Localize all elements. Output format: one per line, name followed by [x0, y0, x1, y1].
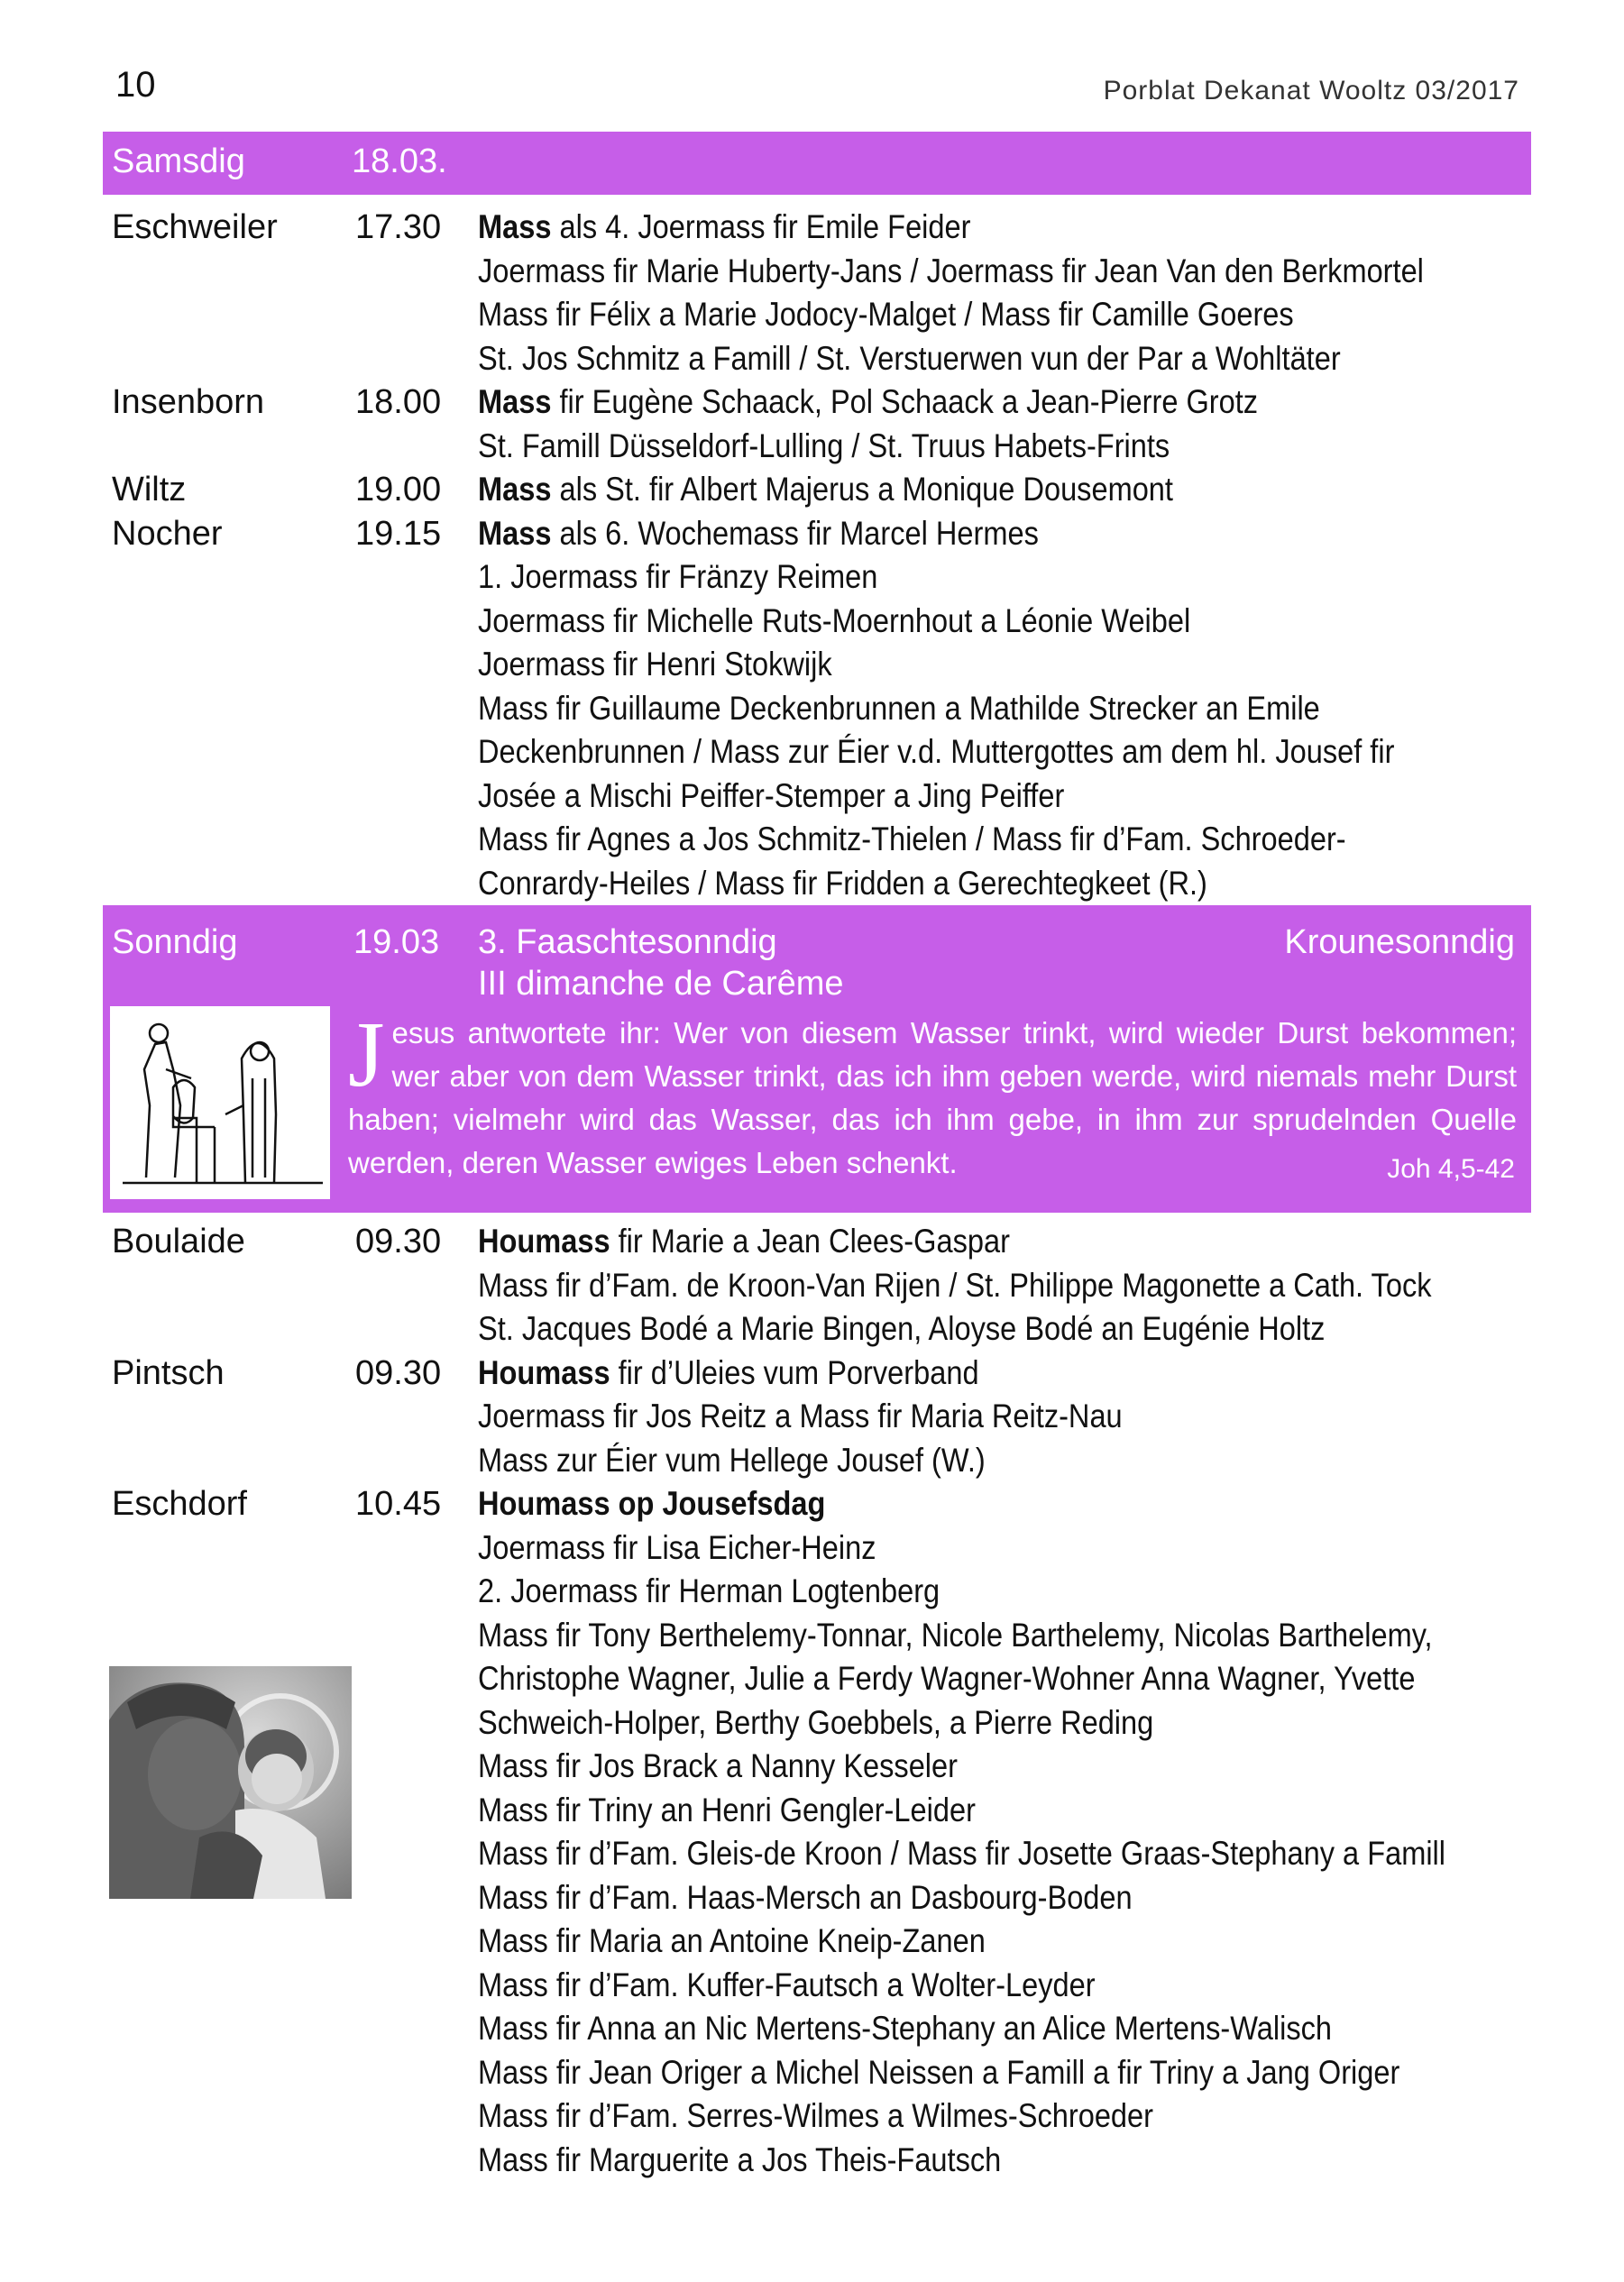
intention-line: Josée a Mischi Peiffer-Stemper a Jing Peiffer: [478, 776, 1065, 814]
gospel-quote: [348, 1003, 1517, 1185]
quote-text: esus antwortete ihr: Wer von diesem Wasser trinkt, wird wieder Durst bekommen; wer aber von dem Wasser trinkt, das ich ihm geben werde, wird niemals mehr Durst haben; vielmehr wird das Wasser, das ich ihm gebe, in ihm zur sprudelnden Quelle werden, deren Wasser ewiges Leben schenkt.: [348, 1016, 1517, 1179]
intention-line: 1. Joermass fir Fränzy Reimen: [478, 558, 878, 595]
intention-line: Mass fir Jean Origer a Michel Neissen a Famill a fir Triny a Jang Origer: [478, 2053, 1400, 2091]
intention-line: Joermass fir Henri Stokwijk: [478, 646, 832, 683]
intention-line: Mass fir Marguerite a Jos Theis-Fautsch: [478, 2140, 1002, 2178]
mass-time: 19.15: [355, 514, 442, 553]
day-label: Sonndig: [112, 923, 238, 961]
intention-line: Mass fir Maria an Antoine Kneip-Zanen: [478, 1922, 986, 1959]
date-label: 19.03: [353, 923, 440, 961]
page-number: 10: [115, 65, 156, 105]
location-name: Wiltz: [112, 471, 187, 509]
intention-line: Mass fir Guillaume Deckenbrunnen a Mathilde Strecker an Emile: [478, 689, 1320, 727]
intention-line: Mass fir Tony Berthelemy-Tonnar, Nicole Barthelemy, Nicolas Barthelemy,: [478, 1616, 1433, 1654]
mass-time: 19.00: [355, 471, 442, 509]
intention-line: 2. Joermass fir Herman Logtenberg: [478, 1572, 940, 1609]
location-name: Pintsch: [112, 1353, 225, 1392]
schedule-entry: [0, 1220, 1624, 1352]
intention-line: Mass fir d’Fam. Gleis-de Kroon / Mass fir Josette Graas-Stephany a Famill: [478, 1835, 1446, 1872]
intention-line: Joermass fir Jos Reitz a Mass fir Maria Reitz-Nau: [478, 1398, 1123, 1434]
intention-line: [478, 512, 1518, 556]
intention-line: Mass fir d’Fam. Serres-Wilmes a Wilmes-Schroeder: [478, 2097, 1154, 2134]
intention-line: Mass fir Félix a Marie Jodocy-Malget / Mass fir Camille Goeres: [478, 296, 1294, 333]
intention-line: Mass fir Agnes a Jos Schmitz-Thielen / Mass fir d’Fam. Schroeder-: [478, 820, 1346, 857]
intention-lines: [478, 468, 1518, 512]
intention-line: Mass fir Jos Brack a Nanny Kesseler: [478, 1747, 959, 1784]
mass-type: Houmass: [478, 1353, 610, 1391]
intention-line: Mass fir d’Fam. Kuffer-Fautsch a Wolter-Leyder: [478, 1966, 1096, 2003]
intention-line: Mass fir Triny an Henri Gengler-Leider: [478, 1791, 976, 1828]
intention-line: Christophe Wagner, Julie a Ferdy Wagner-Wohner Anna Wagner, Yvette: [478, 1660, 1416, 1697]
intention-line: Mass fir Anna an Nic Mertens-Stephany an Alice Mertens-Walisch: [478, 2010, 1333, 2047]
mass-type: Mass: [478, 471, 552, 508]
mass-time: 09.30: [355, 1353, 442, 1392]
well-drawing-icon: [110, 1006, 330, 1199]
intention-text: als 6. Wochemass fir Marcel Hermes: [551, 514, 1039, 552]
intention-lines: [478, 206, 1518, 380]
intention-line: [478, 1352, 1518, 1396]
intention-line: St. Famill Düsseldorf-Lulling / St. Truus Habets-Frints: [478, 426, 1170, 464]
bible-reference: Joh 4,5-42: [1387, 1154, 1515, 1184]
schedule-entry: [0, 380, 1624, 468]
intention-line: Conrardy-Heiles / Mass fir Fridden a Gerechtegkeet (R.): [478, 864, 1207, 902]
intention-lines: [478, 1482, 1518, 2182]
saint-joseph-icon: [109, 1666, 352, 1899]
saint-joseph-with-child-image: [109, 1666, 352, 1899]
location-name: Nocher: [112, 514, 223, 553]
saturday-header-bar: [103, 132, 1531, 195]
mass-type: Houmass: [478, 1223, 610, 1260]
intention-line: Joermass fir Marie Huberty-Jans / Joermass fir Jean Van den Berkmortel: [478, 252, 1424, 289]
mass-type: Mass: [478, 383, 552, 420]
intention-text: fir Marie a Jean Clees-Gaspar: [610, 1223, 1010, 1260]
location-name: Eschdorf: [112, 1485, 247, 1523]
intention-text: als St. fir Albert Majerus a Monique Dousemont: [551, 471, 1173, 508]
schedule-entry: [0, 512, 1624, 906]
date-label: 18.03.: [352, 142, 447, 180]
jesus-samaritan-woman-illustration: [110, 1006, 330, 1199]
liturgical-title: 3. Faaschtesonndig: [478, 923, 777, 961]
mass-type: Mass: [478, 208, 552, 245]
intention-lines: [478, 1220, 1518, 1352]
mass-type: Houmass op Jousefsdag: [478, 1485, 826, 1522]
liturgical-title-french: III dimanche de Carême: [478, 965, 844, 1003]
intention-line: St. Jos Schmitz a Famill / St. Verstuerwen vun der Par a Wohltäter: [478, 339, 1341, 377]
intention-line: [478, 468, 1518, 512]
intention-line: [478, 206, 1518, 250]
location-name: Insenborn: [112, 383, 265, 421]
schedule-entry: [0, 1352, 1624, 1483]
intention-lines: [478, 1352, 1518, 1483]
day-label: Samsdig: [112, 142, 245, 180]
intention-line: Deckenbrunnen / Mass zur Éier v.d. Muttergottes am dem hl. Jousef fir: [478, 733, 1395, 770]
sunday-header-block: [103, 905, 1531, 1213]
intention-line: [478, 380, 1518, 425]
location-name: Eschweiler: [112, 208, 278, 246]
intention-lines: [478, 380, 1518, 468]
intention-text: fir Eugène Schaack, Pol Schaack a Jean-Pierre Grotz: [551, 383, 1259, 420]
intention-lines: [478, 512, 1518, 906]
saturday-schedule: [0, 206, 1624, 905]
intention-text: fir d’Uleies vum Porverband: [610, 1353, 979, 1391]
mass-time: 18.00: [355, 383, 442, 421]
schedule-entry: [0, 468, 1624, 512]
publication-title: Porblat Dekanat Wooltz 03/2017: [1103, 76, 1519, 105]
intention-line: Mass fir d’Fam. de Kroon-Van Rijen / St. Philippe Magonette a Cath. Tock: [478, 1266, 1432, 1304]
sunday-name: Krounesonndig: [1284, 923, 1515, 961]
intention-line: [478, 1482, 1518, 1526]
intention-line: Mass fir d’Fam. Haas-Mersch an Dasbourg-Boden: [478, 1878, 1133, 1916]
intention-line: Joermass fir Lisa Eicher-Heinz: [478, 1528, 876, 1566]
drop-cap: J: [348, 1003, 385, 1106]
intention-text: als 4. Joermass fir Emile Feider: [551, 208, 971, 245]
intention-line: [478, 1220, 1518, 1264]
mass-time: 17.30: [355, 208, 442, 246]
intention-line: St. Jacques Bodé a Marie Bingen, Aloyse Bodé an Eugénie Holtz: [478, 1310, 1326, 1347]
mass-type: Mass: [478, 514, 552, 552]
schedule-entry: [0, 206, 1624, 380]
mass-time: 09.30: [355, 1223, 442, 1260]
intention-line: Schweich-Holper, Berthy Goebbels, a Pierre Reding: [478, 1703, 1154, 1741]
location-name: Boulaide: [112, 1223, 245, 1260]
mass-time: 10.45: [355, 1485, 442, 1523]
intention-line: Joermass fir Michelle Ruts-Moernhout a Léonie Weibel: [478, 601, 1191, 639]
intention-line: Mass zur Éier vum Hellege Jousef (W.): [478, 1441, 986, 1479]
